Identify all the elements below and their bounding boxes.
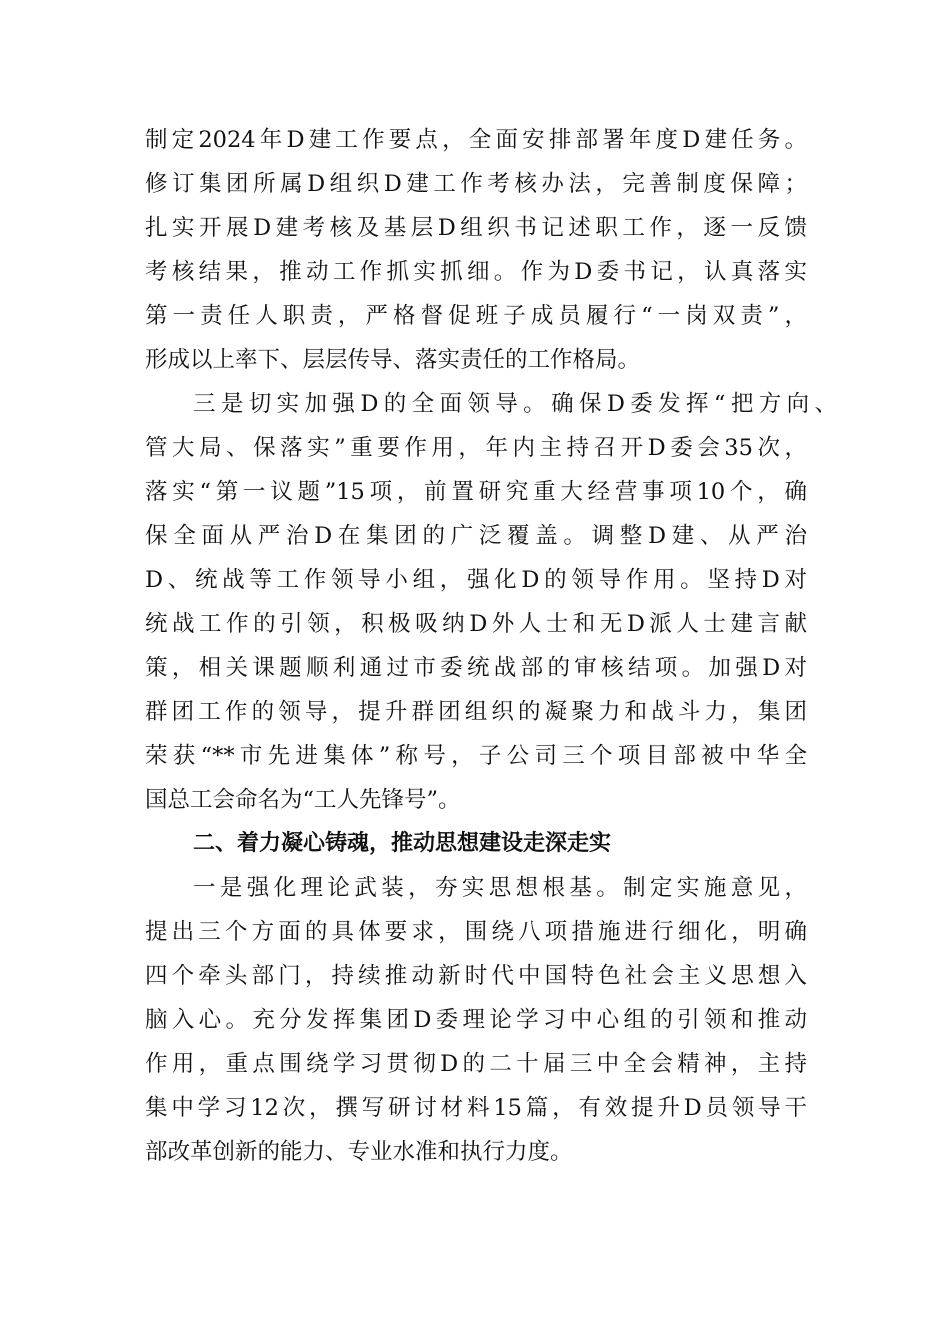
paragraph-line: 第一责任人职责，严格督促班子成员履行“一岗双责”， <box>145 303 807 329</box>
paragraph-line: 提出三个方面的具体要求，围绕八项措施进行细化，明确 <box>145 919 807 945</box>
paragraph-line: 保全面从严治D在集团的广泛覆盖。调整D建、从严治 <box>145 523 807 549</box>
paragraph-line: 集中学习12次，撰写研讨材料15篇，有效提升D员领导干 <box>145 1095 807 1121</box>
paragraph-line: 落实“第一议题”15项，前置研究重大经营事项10个，确 <box>145 479 807 505</box>
paragraph-line: 四个牵头部门，持续推动新时代中国特色社会主义思想入 <box>145 963 807 989</box>
paragraph-line: 荣获“**市先进集体”称号，子公司三个项目部被中华全 <box>145 743 807 769</box>
paragraph-line: 作用，重点围绕学习贯彻D的二十届三中全会精神，主持 <box>145 1051 807 1077</box>
paragraph-line: 扎实开展D建考核及基层D组织书记述职工作，逐一反馈 <box>145 215 807 241</box>
section-heading: 二、着力凝心铸魂，推动思想建设走深走实 <box>193 831 612 856</box>
paragraph-line: 三是切实加强D的全面领导。确保D委发挥“把方向、 <box>193 391 837 417</box>
paragraph-line: 管大局、保落实”重要作用，年内主持召开D委会35次， <box>145 435 807 461</box>
paragraph-line: 部改革创新的能力、专业水准和执行力度。 <box>145 1139 573 1165</box>
paragraph-line: 形成以上率下、层层传导、落实责任的工作格局。 <box>145 347 641 373</box>
paragraph-line: 群团工作的领导，提升群团组织的凝聚力和战斗力，集团 <box>145 699 807 725</box>
paragraph-line: 制定2024年D建工作要点，全面安排部署年度D建任务。 <box>145 127 807 153</box>
paragraph-line: 考核结果，推动工作抓实抓细。作为D委书记，认真落实 <box>145 259 807 285</box>
paragraph-line: 国总工会命名为“工人先锋号”。 <box>145 787 461 813</box>
paragraph-line: 一是强化理论武装，夯实思想根基。制定实施意见， <box>193 875 807 901</box>
paragraph-line: 统战工作的引领，积极吸纳D外人士和无D派人士建言献 <box>145 611 807 637</box>
paragraph-line: D、统战等工作领导小组，强化D的领导作用。坚持D对 <box>145 567 807 593</box>
paragraph-line: 修订集团所属D组织D建工作考核办法，完善制度保障； <box>145 171 807 197</box>
paragraph-line: 策，相关课题顺利通过市委统战部的审核结项。加强D对 <box>145 655 807 681</box>
paragraph-line: 脑入心。充分发挥集团D委理论学习中心组的引领和推动 <box>145 1007 807 1033</box>
